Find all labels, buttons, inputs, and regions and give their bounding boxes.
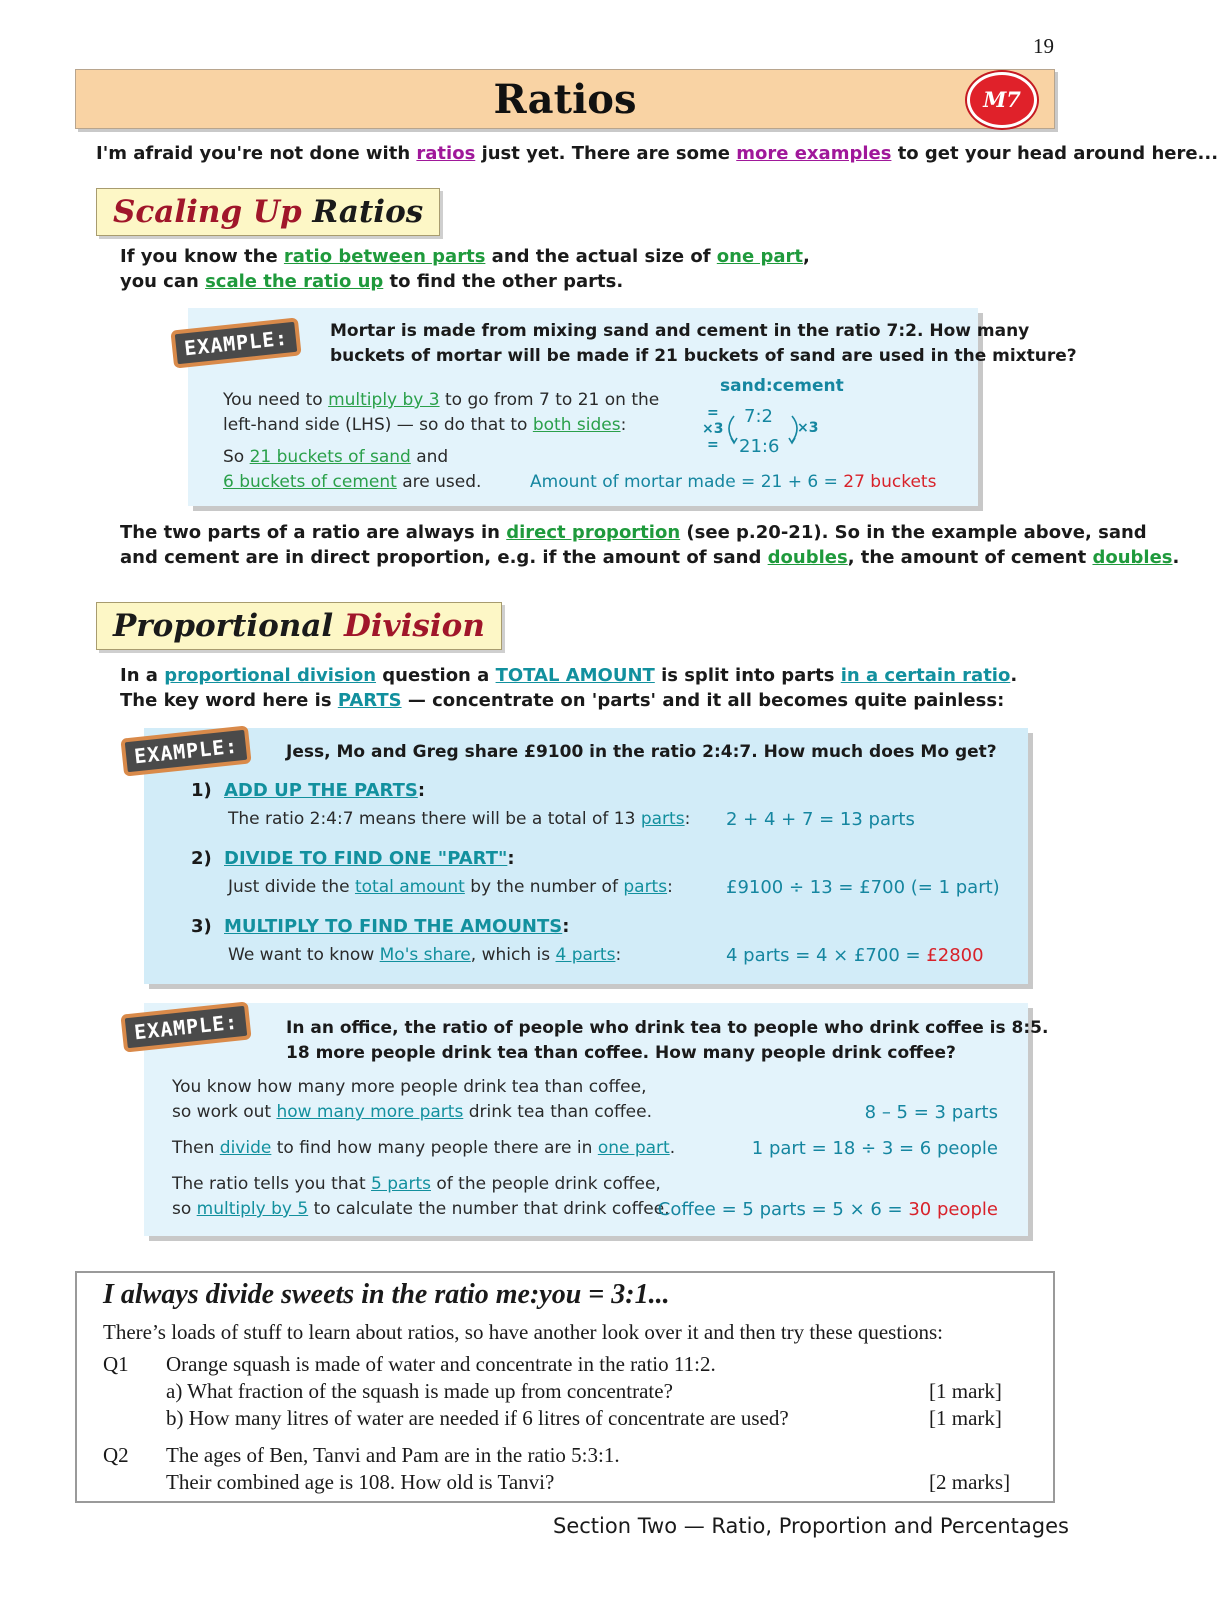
text: The key word here is: [120, 690, 338, 711]
ratio-label: sand:cement: [720, 376, 844, 396]
keyword: parts: [623, 877, 668, 897]
text: you can: [120, 271, 206, 292]
example-label: EXAMPLE:: [120, 725, 252, 776]
solution-line: [172, 1100, 652, 1125]
question-text: Their combined age is 108. How old is Tanvi?: [166, 1470, 555, 1494]
ratio-top: 7:2: [744, 406, 773, 427]
text: Just divide the: [228, 877, 355, 897]
example-label: EXAMPLE:: [120, 1001, 252, 1052]
scaling-para-2: [120, 269, 623, 294]
intro-part: to get your head around here...: [891, 143, 1218, 164]
keyword: 5 parts: [371, 1174, 431, 1194]
text: :: [667, 877, 673, 897]
solution-line: [223, 413, 626, 438]
step-heading: [224, 780, 425, 801]
intro-link-examples: more examples: [736, 143, 892, 164]
text: and the actual size of: [485, 246, 717, 267]
step-math: £9100 ÷ 13 = £700 (= 1 part): [726, 877, 1000, 898]
intro-part: I'm afraid you're not done with: [96, 143, 417, 164]
intro-text: [96, 143, 1218, 164]
heading-part: Division: [343, 608, 485, 644]
text: left-hand side (LHS) — so do that to: [223, 415, 533, 435]
times-three-right: ×3: [797, 420, 819, 436]
practice-questions-box: [75, 1271, 1055, 1503]
keyword: divide: [219, 1138, 272, 1158]
keyword: ratio between parts: [283, 246, 486, 267]
heading-part: Proportional: [113, 608, 344, 644]
text: (see p.20-21). So in the example above, sand: [680, 522, 1147, 543]
keyword: PARTS: [337, 690, 402, 711]
keyword: doubles: [767, 547, 848, 568]
keyword: TOTAL AMOUNT: [495, 665, 655, 686]
question-part: b) How many litres of water are needed if 6 litres of concentrate are used?: [166, 1406, 789, 1430]
keyword: multiply by 3: [328, 390, 440, 410]
question-text: Orange squash is made of water and concentrate in the ratio 11:2.: [166, 1352, 716, 1376]
text: question a: [376, 665, 496, 686]
example-question-line: 18 more people drink tea than coffee. How many people drink coffee?: [286, 1043, 956, 1063]
page-title: Ratios: [493, 76, 637, 123]
keyword: 21 buckets of sand: [249, 447, 411, 467]
keyword: scale the ratio up: [205, 271, 384, 292]
solution-math: [658, 1197, 998, 1222]
text: 4 parts = 4 × £700 =: [726, 945, 927, 966]
keyword: how many more parts: [276, 1102, 464, 1122]
question-part: a) What fraction of the squash is made up from concentrate?: [166, 1379, 673, 1403]
keyword: direct proportion: [506, 522, 681, 543]
page-number: 19: [1033, 34, 1054, 58]
text: The two parts of a ratio are always in: [120, 522, 507, 543]
keyword: Mo's share: [379, 945, 471, 965]
keyword: doubles: [1092, 547, 1173, 568]
example-question-line: In an office, the ratio of people who drink tea to people who drink coffee is 8:5.: [286, 1018, 1049, 1038]
keyword: parts: [640, 809, 685, 829]
direct-proportion-para-1: [120, 520, 1147, 545]
text: In a: [120, 665, 165, 686]
answer: 27 buckets: [843, 472, 937, 492]
step-title: ADD UP THE PARTS: [224, 780, 418, 801]
heading-part: Ratios: [301, 194, 424, 230]
equals-sign: =: [707, 437, 719, 453]
text: .: [669, 1138, 676, 1158]
solution-line: [172, 1172, 661, 1197]
ratio-bottom: 21:6: [739, 436, 780, 457]
step-text: [228, 943, 621, 968]
text: ,: [802, 246, 810, 267]
questions-intro: There’s loads of stuff to learn about ratios, so have another look over it and then try these questions:: [103, 1320, 943, 1344]
text: and cement are in direct proportion, e.g. if the amount of sand: [120, 547, 768, 568]
step-text: [228, 807, 690, 832]
mortar-amount: [530, 470, 936, 495]
scaling-para-1: [120, 244, 810, 269]
keyword: one part: [597, 1138, 670, 1158]
example-question: Jess, Mo and Greg share £9100 in the ratio 2:4:7. How much does Mo get?: [286, 742, 997, 762]
example-question-line: Mortar is made from mixing sand and cement in the ratio 7:2. How many: [330, 321, 1030, 341]
keyword: both sides: [532, 415, 621, 435]
text: If you know the: [120, 246, 284, 267]
keyword: multiply by 5: [196, 1199, 309, 1219]
marks: [1 mark]: [929, 1379, 1002, 1403]
questions-title: I always divide sweets in the ratio me:you = 3:1...: [103, 1279, 670, 1310]
text: .: [1172, 547, 1180, 568]
solution-line: [223, 445, 448, 470]
solution-line: [223, 470, 481, 495]
example-label: EXAMPLE:: [170, 317, 302, 368]
text: The ratio tells you that: [172, 1174, 372, 1194]
text: :: [620, 415, 627, 435]
keyword: one part: [716, 246, 803, 267]
keyword: in a certain ratio: [840, 665, 1011, 686]
text: so work out: [172, 1102, 277, 1122]
answer: 30 people: [908, 1199, 998, 1220]
text: to go from 7 to 21 on the: [439, 390, 660, 410]
topic-badge: M7: [967, 72, 1037, 128]
text: to find the other parts.: [383, 271, 624, 292]
solution-line: [223, 388, 659, 413]
prop-para-1: [120, 663, 1017, 688]
intro-part: just yet. There are some: [475, 143, 737, 164]
text: by the number of: [464, 877, 624, 897]
text: of the people drink coffee,: [430, 1174, 661, 1194]
keyword: 4 parts: [555, 945, 616, 965]
colon: :: [417, 780, 426, 801]
text: The ratio 2:4:7 means there will be a total of 13: [228, 809, 641, 829]
marks: [1 mark]: [929, 1406, 1002, 1430]
text: Coffee = 5 parts = 5 × 6 =: [657, 1199, 909, 1220]
example-question-line: buckets of mortar will be made if 21 buckets of sand are used in the mixture?: [330, 346, 1077, 366]
text: to find how many people there are in: [271, 1138, 598, 1158]
section-heading-scaling: [96, 188, 440, 236]
text: are used.: [396, 472, 482, 492]
step-math: 2 + 4 + 7 = 13 parts: [726, 809, 915, 830]
times-three-left: ×3: [702, 421, 724, 437]
marks: [2 marks]: [929, 1470, 1011, 1494]
step-heading: [224, 916, 569, 937]
solution-line: [172, 1136, 675, 1161]
text: is split into parts: [654, 665, 841, 686]
title-bar: [75, 69, 1055, 129]
question-number: Q2: [103, 1443, 129, 1467]
arrow-icons: [720, 412, 810, 452]
heading-part: Scaling Up: [113, 194, 302, 230]
answer: £2800: [926, 945, 984, 966]
step-heading: [224, 848, 515, 869]
text: — concentrate on 'parts' and it all becomes quite painless:: [401, 690, 1005, 711]
step-math: [726, 943, 984, 968]
text: :: [615, 945, 622, 965]
text: , which is: [470, 945, 556, 965]
text: We want to know: [228, 945, 380, 965]
text: to calculate the number that drink coffee.: [308, 1199, 670, 1219]
intro-link-ratios: ratios: [416, 143, 476, 164]
prop-para-2: [120, 688, 1004, 713]
question-text: The ages of Ben, Tanvi and Pam are in the ratio 5:3:1.: [166, 1443, 620, 1467]
text: :: [684, 809, 691, 829]
question-number: Q1: [103, 1352, 129, 1376]
step-text: [228, 875, 673, 900]
keyword: total amount: [354, 877, 465, 897]
equals-sign: =: [707, 405, 719, 421]
text: and: [410, 447, 449, 467]
text: so: [172, 1199, 197, 1219]
solution-line: You know how many more people drink tea than coffee,: [172, 1077, 647, 1097]
text: .: [1010, 665, 1018, 686]
step-title: MULTIPLY TO FIND THE AMOUNTS: [224, 916, 563, 937]
solution-math: 8 – 5 = 3 parts: [864, 1102, 998, 1123]
section-heading-proportional: [96, 602, 502, 650]
footer-section: Section Two — Ratio, Proportion and Percentages: [553, 1514, 1069, 1538]
solution-math: 1 part = 18 ÷ 3 = 6 people: [751, 1138, 998, 1159]
text: Amount of mortar made = 21 + 6 =: [530, 472, 844, 492]
text: Then: [172, 1138, 220, 1158]
colon: :: [507, 848, 515, 869]
text: You need to: [223, 390, 329, 410]
step-number: 3): [191, 916, 212, 937]
keyword: proportional division: [164, 665, 377, 686]
text: So: [223, 447, 250, 467]
step-number: 2): [191, 848, 212, 869]
colon: :: [562, 916, 570, 937]
step-number: 1): [191, 780, 212, 801]
text: , the amount of cement: [847, 547, 1093, 568]
keyword: 6 buckets of cement: [223, 472, 397, 492]
step-title: DIVIDE TO FIND ONE "PART": [224, 848, 508, 869]
solution-line: [172, 1197, 670, 1222]
direct-proportion-para-2: [120, 545, 1179, 570]
text: drink tea than coffee.: [463, 1102, 653, 1122]
